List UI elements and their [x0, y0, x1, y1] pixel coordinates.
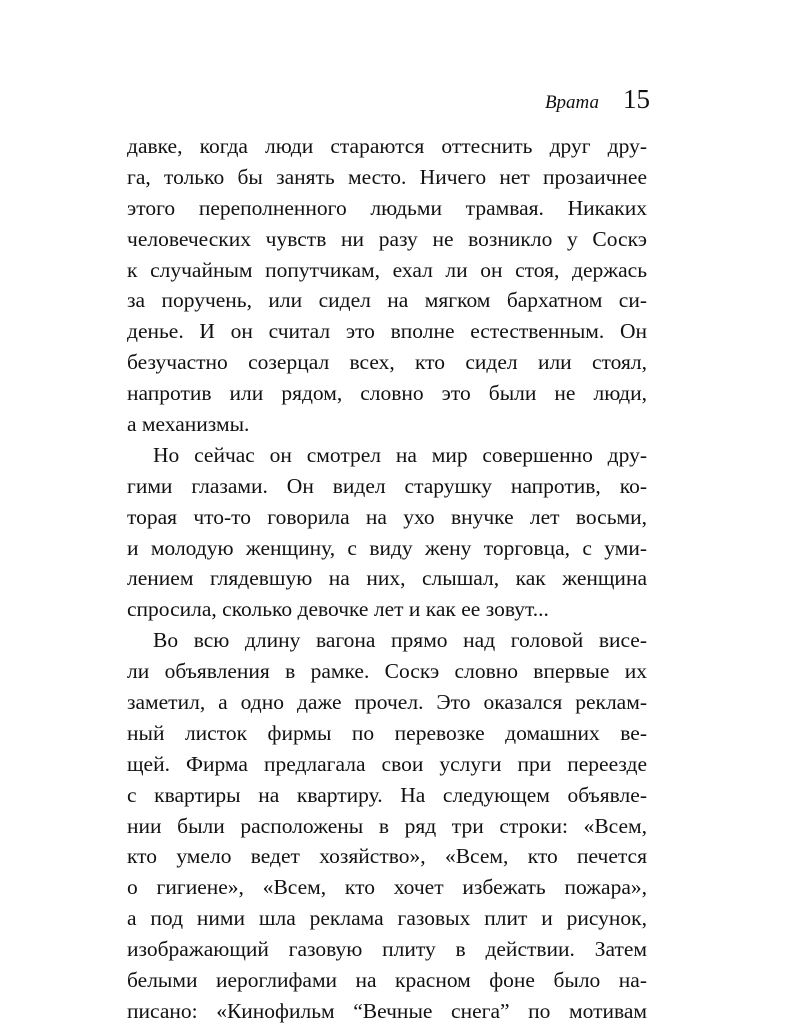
text-line: за поручень, или сидел на мягком бархатном си-: [127, 288, 647, 313]
text-line: а под ними шла реклама газовых плит и рисунок,: [127, 906, 647, 931]
text-line: Во всю длину вагона прямо над головой висе-: [153, 628, 647, 653]
text-line: лением глядевшую на них, слышал, как женщина: [127, 566, 647, 591]
text-line: изображающий газовую плиту в действии. Затем: [127, 937, 647, 962]
text-line: гими глазами. Он видел старушку напротив, ко-: [127, 473, 647, 498]
text-line: и молодую женщину, с виду жену торговца, с уми-: [127, 535, 647, 560]
text-line: о гигиене», «Всем, кто хочет избежать пожара»,: [127, 875, 647, 900]
text-line: кто умело ведет хозяйство», «Всем, кто печется: [127, 844, 647, 869]
text-line: к случайным попутчикам, ехал ли он стоя, держась: [127, 257, 647, 282]
text-line: с квартиры на квартиру. На следующем объявле-: [127, 782, 647, 807]
text-line: га, только бы занять место. Ничего нет прозаичнее: [127, 164, 647, 189]
text-line: белыми иероглифами на красном фоне было на-: [127, 968, 647, 993]
text-line: ный листок фирмы по перевозке домашних ве-: [127, 720, 647, 745]
text-line: писано: «Кинофильм “Вечные снега” по мотивам: [127, 998, 647, 1023]
body-text: [127, 131, 647, 1027]
page-number: 15: [623, 84, 650, 114]
text-line: ли объявления в рамке. Соскэ словно впервые их: [127, 659, 647, 684]
running-head: [545, 84, 650, 115]
text-line: а механизмы.: [127, 412, 250, 437]
text-line: спросила, сколько девочке лет и как ее зовут...: [127, 597, 549, 622]
chapter-title: Врата: [544, 92, 599, 113]
text-line: этого переполненного людьми трамвая. Никаких: [127, 195, 647, 220]
text-line: давке, когда люди стараются оттеснить друг дру-: [127, 134, 647, 158]
text-line: заметил, а одно даже прочел. Это оказался реклам-: [127, 690, 647, 715]
text-line: напротив или рядом, словно это были не люди,: [127, 381, 647, 406]
text-line: торая что-то говорила на ухо внучке лет восьми,: [127, 504, 647, 529]
text-line: человеческих чувств ни разу не возникло у Соскэ: [127, 226, 647, 251]
text-line: безучастно созерцал всех, кто сидел или стоял,: [127, 350, 647, 375]
text-line: щей. Фирма предлагала свои услуги при переезде: [127, 751, 647, 776]
text-line: нии были расположены в ряд три строки: «Всем,: [127, 813, 647, 838]
text-line: Но сейчас он смотрел на мир совершенно дру-: [153, 442, 647, 467]
text-line: денье. И он считал это вполне естественным. Он: [127, 319, 647, 344]
